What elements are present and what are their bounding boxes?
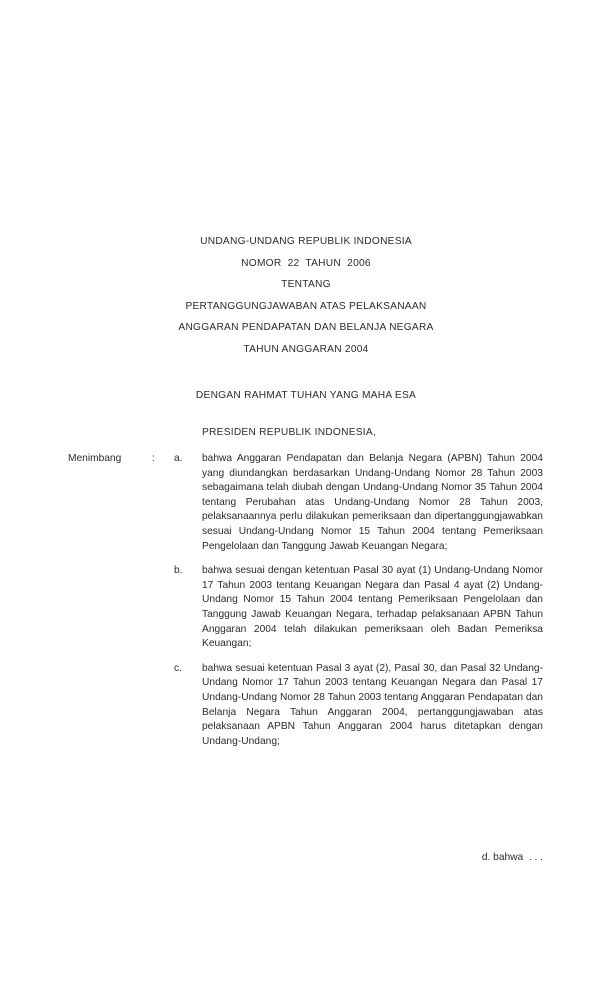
title-block [0,231,612,360]
title-line-number-year: NOMOR 22 TAHUN 2006 [241,257,371,269]
considerations-colon: : [152,453,155,464]
consideration-item-b [68,564,543,652]
consideration-marker-a: a. [174,453,183,464]
invocation-line: DENGAN RAHMAT TUHAN YANG MAHA ESA [195,390,417,401]
title-line-fiscal-year: TAHUN ANGGARAN 2004 [243,343,369,355]
consideration-text-c: bahwa sesuai ketentuan Pasal 3 ayat (2), Pasal 30, dan Pasal 32 Undang-Undang Nomor 17 Tahun 2003 tentang Keuangan Negara dan Pasal 17 Undang-Undang Nomor 28 Tahun 2003 tentang Anggaran Pendapatan dan Belanja Negara Tahun Anggaran 2004, pertanggungjawaban atas pelaksanaan APBN Tahun Anggaran 2004 harus ditetapkan dengan Undang-Undang; [202,662,543,747]
page-catchword: d. bahwa . . . [481,852,543,863]
title-line-subject-1: PERTANGGUNGJAWABAN ATAS PELAKSANAAN [185,300,427,312]
consideration-text-b: bahwa sesuai dengan ketentuan Pasal 30 ayat (1) Undang-Undang Nomor 17 Tahun 2003 tentang Keuangan Negara dan Pasal 4 ayat (2) Undang-Undang Nomor 15 Tahun 2004 tentang Pemeriksaan Pengelolaan dan Tanggung Jawab Keuangan Negara, terhadap pelaksanaan APBN Tahun Anggaran 2004 telah dilakukan pemeriksaan oleh Badan Pemeriksa Keuangan; [202,565,543,650]
title-line-tentang: TENTANG [281,279,331,290]
issuing-authority-line: PRESIDEN REPUBLIK INDONESIA, [202,427,377,438]
consideration-marker-c: c. [174,662,182,674]
consideration-item-a [68,452,543,554]
consideration-text-a: bahwa Anggaran Pendapatan dan Belanja Negara (APBN) Tahun 2004 yang diundangkan berdasarkan Undang-Undang Nomor 28 Tahun 2003 sebagaimana telah diubah dengan Undang-Undang Nomor 35 Tahun 2004 tentang Perubahan atas Undang-Undang Nomor 28 Tahun 2003, pelaksanaannya perlu dilakukan pemeriksaan dan dipertanggungjawabkan sesuai Undang-Undang Nomor 15 Tahun 2004 tentang Pemeriksaan Pengelolaan dan Tanggung Jawab Keuangan Negara; [202,453,543,552]
title-line-subject-2: ANGGARAN PENDAPATAN DAN BELANJA NEGARA [178,322,434,333]
consideration-marker-b: b. [174,565,183,577]
considerations-label: Menimbang [68,453,122,464]
considerations-section [68,452,543,749]
consideration-item-c [68,662,543,750]
title-line-act-name: UNDANG-UNDANG REPUBLIK INDONESIA [200,236,412,247]
